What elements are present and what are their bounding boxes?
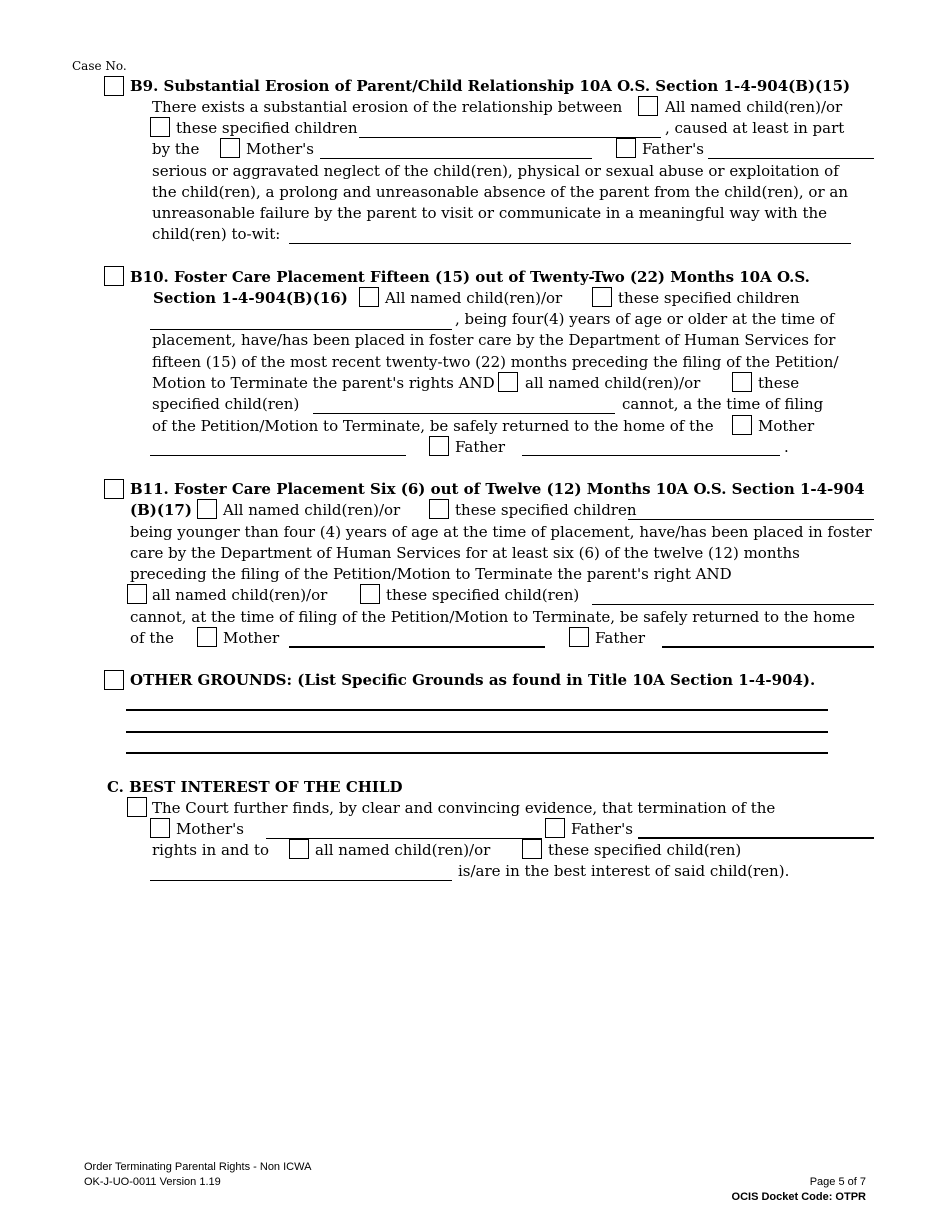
b11-father-label: Father — [595, 629, 646, 647]
b10-these-specified-label: these specified children — [618, 289, 800, 307]
b11-mother-label: Mother — [223, 629, 280, 647]
b11-line6: cannot, at the time of filing of the Petition/Motion to Terminate, be safely returned to the home — [130, 608, 855, 626]
b10-father-name-field[interactable] — [522, 455, 780, 456]
b11-all-named-label: All named child(ren)/or — [223, 501, 401, 519]
c-best-interest-text: is/are in the best interest of said child(ren). — [458, 862, 790, 880]
c-heading: C. BEST INTEREST OF THE CHILD — [107, 778, 403, 796]
b11-line3: care by the Department of Human Services for at least six (6) of the twelve (12) months — [130, 544, 800, 562]
b9-mothers-label: Mother's — [246, 140, 314, 158]
b10-these-specified-checkbox[interactable] — [592, 287, 612, 307]
b10-heading: B10. Foster Care Placement Fifteen (15) out of Twenty-Two (22) Months 10A O.S. — [130, 268, 810, 286]
b10-mother-name-field[interactable] — [150, 455, 406, 456]
b10-section: Section 1-4-904(B)(16) — [153, 289, 348, 307]
b10-checkbox[interactable] — [104, 266, 124, 286]
b9-mothers-checkbox[interactable] — [220, 138, 240, 158]
b10-mother-checkbox[interactable] — [732, 415, 752, 435]
b11-line2: being younger than four (4) years of age at the time of placement, have/has been placed in foster — [130, 523, 872, 541]
footer-form-id: OK-J-UO-0011 Version 1.19 — [84, 1176, 221, 1188]
b11-these-specified2-label: these specified child(ren) — [386, 586, 580, 604]
b10-these-checkbox[interactable] — [732, 372, 752, 392]
b11-these-specified-checkbox[interactable] — [429, 499, 449, 519]
b9-all-named-checkbox[interactable] — [638, 96, 658, 116]
b9-these-specified-label: these specified children — [176, 119, 358, 137]
b11-children-names-field[interactable] — [628, 519, 874, 520]
b9-line5: the child(ren), a prolong and unreasonable absence of the parent from the child(ren), or an — [152, 183, 848, 201]
b10-father-checkbox[interactable] — [429, 436, 449, 456]
b11-heading: B11. Foster Care Placement Six (6) out of Twelve (12) Months 10A O.S. Section 1-4-904 — [130, 480, 865, 498]
other-grounds-checkbox[interactable] — [104, 670, 124, 690]
b11-father-checkbox[interactable] — [569, 627, 589, 647]
c-all-named-label: all named child(ren)/or — [315, 841, 491, 859]
b10-these-label: these — [758, 374, 800, 392]
other-grounds-line-1[interactable] — [126, 709, 828, 711]
b11-all-named2-label: all named child(ren)/or — [152, 586, 328, 604]
b9-by-the-text: by the — [152, 140, 200, 158]
b11-these-specified2-checkbox[interactable] — [360, 584, 380, 604]
c-court-finds-checkbox[interactable] — [127, 797, 147, 817]
c-father-name-field[interactable] — [638, 837, 874, 839]
b9-heading: B9. Substantial Erosion of Parent/Child Relationship 10A O.S. Section 1-4-904(B)(15) — [130, 77, 851, 95]
footer-page-number: Page 5 of 7 — [809, 1176, 866, 1188]
c-all-named-checkbox[interactable] — [289, 839, 309, 859]
b9-line7: child(ren) to-wit: — [152, 225, 281, 243]
b10-all-named-label: All named child(ren)/or — [385, 289, 563, 307]
c-rights-text: rights in and to — [152, 841, 269, 859]
b11-these-specified-label: these specified children — [455, 501, 637, 519]
b9-these-specified-checkbox[interactable] — [150, 117, 170, 137]
b10-all-named2-checkbox[interactable] — [498, 372, 518, 392]
b10-children-names-field[interactable] — [150, 329, 452, 330]
other-grounds-heading: OTHER GROUNDS: (List Specific Grounds as found in Title 10A Section 1-4-904). — [130, 671, 816, 689]
b9-line4: serious or aggravated neglect of the child(ren), physical or sexual abuse or exploitation of — [152, 162, 839, 180]
b10-line7: of the Petition/Motion to Terminate, be safely returned to the home of the — [152, 417, 714, 435]
c-fathers-checkbox[interactable] — [545, 818, 565, 838]
c-mothers-label: Mother's — [176, 820, 244, 838]
b10-being-four: , being four(4) years of age or older at the time of — [455, 310, 835, 328]
b10-period: . — [784, 438, 789, 456]
c-fathers-label: Father's — [571, 820, 633, 838]
b9-fathers-checkbox[interactable] — [616, 138, 636, 158]
b9-line1: There exists a substantial erosion of the relationship between — [152, 98, 623, 116]
b11-father-name-field[interactable] — [662, 646, 874, 648]
b9-fathers-label: Father's — [642, 140, 704, 158]
b9-checkbox[interactable] — [104, 76, 124, 96]
b9-all-named-label: All named child(ren)/or — [665, 98, 843, 116]
b11-all-named-checkbox[interactable] — [197, 499, 217, 519]
c-these-specified-label: these specified child(ren) — [548, 841, 742, 859]
c-children-names-field[interactable] — [150, 880, 452, 881]
c-mothers-checkbox[interactable] — [150, 818, 170, 838]
b9-caused-text: , caused at least in part — [665, 119, 845, 137]
b10-specified-children-field[interactable] — [313, 413, 615, 414]
other-grounds-line-3[interactable] — [126, 752, 828, 754]
b9-mother-name-field[interactable] — [320, 158, 592, 159]
b11-all-named2-checkbox[interactable] — [127, 584, 147, 604]
b10-specified-children: specified child(ren) — [152, 395, 300, 413]
b9-line6: unreasonable failure by the parent to visit or communicate in a meaningful way with the — [152, 204, 828, 222]
b11-specified-children-field[interactable] — [592, 604, 874, 605]
b10-cannot: cannot, a the time of filing — [622, 395, 824, 413]
b10-line3: placement, have/has been placed in foster care by the Department of Human Services for — [152, 331, 836, 349]
b10-mother-label: Mother — [758, 417, 815, 435]
c-these-specified-checkbox[interactable] — [522, 839, 542, 859]
b11-line4: preceding the filing of the Petition/Motion to Terminate the parent's right AND — [130, 565, 732, 583]
other-grounds-line-2[interactable] — [126, 731, 828, 733]
b10-line5: Motion to Terminate the parent's rights AND — [152, 374, 495, 392]
b11-section: (B)(17) — [130, 501, 192, 519]
b9-father-name-field[interactable] — [708, 158, 874, 159]
b10-father-label: Father — [455, 438, 506, 456]
b11-checkbox[interactable] — [104, 479, 124, 499]
b10-line4: fifteen (15) of the most recent twenty-two (22) months preceding the filing of the Petition/ — [152, 353, 839, 371]
b9-to-wit-field[interactable] — [289, 243, 851, 244]
footer-docket-code: OCIS Docket Code: OTPR — [731, 1191, 866, 1203]
b11-of-the: of the — [130, 629, 174, 647]
b10-all-named2-label: all named child(ren)/or — [525, 374, 701, 392]
c-line1: The Court further finds, by clear and convincing evidence, that termination of the — [152, 799, 776, 817]
footer-form-title: Order Terminating Parental Rights - Non ICWA — [84, 1161, 312, 1173]
case-no-label: Case No. — [72, 59, 127, 73]
b10-all-named-checkbox[interactable] — [359, 287, 379, 307]
b11-mother-checkbox[interactable] — [197, 627, 217, 647]
b11-mother-name-field[interactable] — [289, 646, 545, 648]
